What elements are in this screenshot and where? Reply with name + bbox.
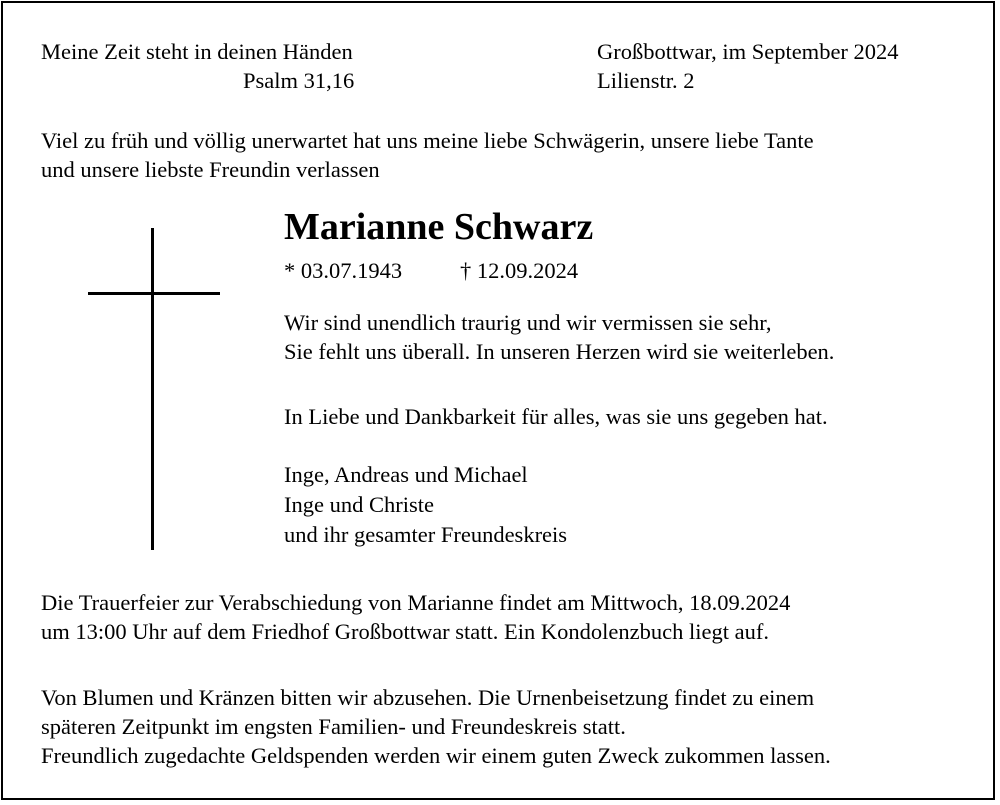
deceased-name: Marianne Schwarz [284,206,594,248]
closing-line-2: späteren Zeitpunkt im engsten Familien- und Freundeskreis statt. [41,714,626,739]
birth-date: * 03.07.1943 [284,258,403,283]
psalm-reference: Psalm 31,16 [243,68,355,93]
place-date: Großbottwar, im September 2024 [597,39,899,64]
mourner-line: und ihr gesamter Freundeskreis [284,522,568,547]
death-date: † 12.09.2024 [460,258,579,283]
mourner-line: Inge und Christe [284,492,434,517]
closing-line-3: Freundlich zugedachte Geldspenden werden wir einem guten Zweck zukommen lassen. [41,743,831,768]
intro-line-2: und unsere liebste Freundin verlassen [41,157,380,182]
mourner-line: Inge, Andreas und Michael [284,462,528,487]
message-line-3: In Liebe und Dankbarkeit für alles, was sie uns gegeben hat. [284,404,828,429]
closing-line-1: Von Blumen und Kränzen bitten wir abzusehen. Die Urnenbeisetzung findet zu einem [41,685,815,710]
address: Lilienstr. 2 [597,68,695,93]
intro-line-1: Viel zu früh und völlig unerwartet hat uns meine liebe Schwägerin, unsere liebe Tante [41,128,814,153]
message-line-2: Sie fehlt uns überall. In unseren Herzen wird sie weiterleben. [284,339,835,364]
ceremony-line-2: um 13:00 Uhr auf dem Friedhof Großbottwar statt. Ein Kondolenzbuch liegt auf. [41,619,769,644]
ceremony-line-1: Die Trauerfeier zur Verabschiedung von Marianne findet am Mittwoch, 18.09.2024 [41,590,791,615]
message-line-1: Wir sind unendlich traurig und wir vermissen sie sehr, [284,310,772,335]
cross-icon [151,228,154,550]
motto-text: Meine Zeit steht in deinen Händen [41,39,353,64]
cross-icon-bar [88,292,220,295]
